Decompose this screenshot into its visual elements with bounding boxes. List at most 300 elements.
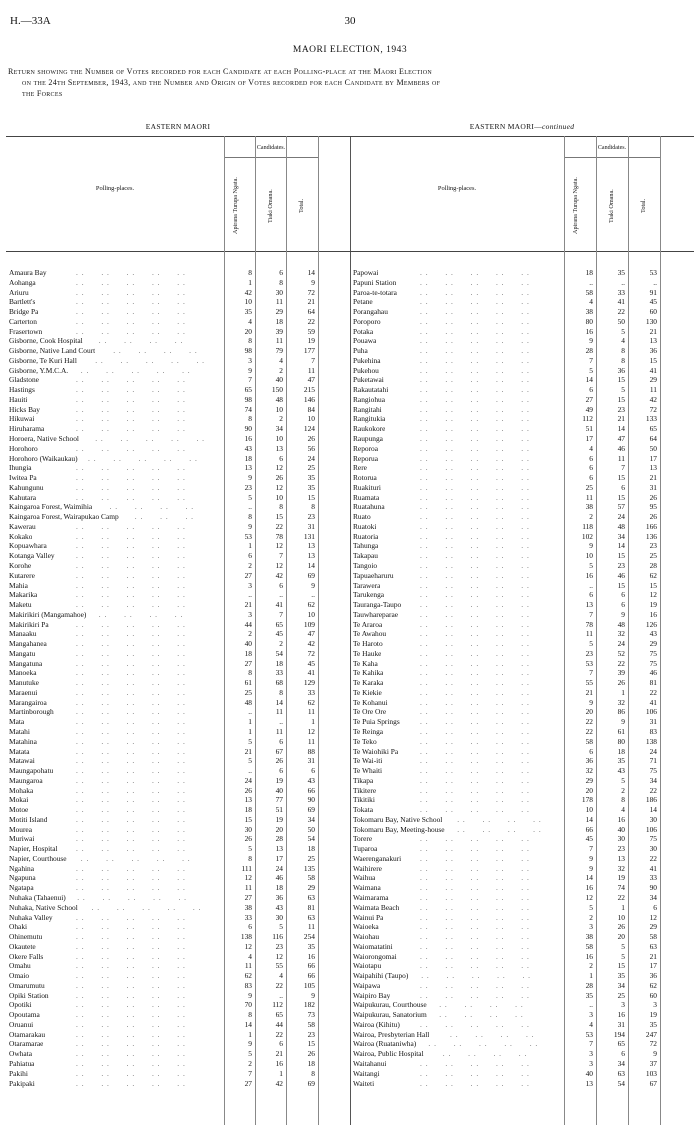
candidate-1-votes: 30 [244,824,252,834]
table-row [350,454,694,464]
total-votes: 22 [649,785,657,795]
leader-dots: . . . . . . . . . . [91,902,202,912]
candidate-1-votes: 1 [248,541,252,551]
total-votes: 60 [649,990,657,1000]
candidate-2-votes: 19 [275,814,283,824]
polling-place-name: Kaingaroa Forest, Waimihia [9,502,93,512]
candidate-2-votes: 15 [275,512,283,522]
leader-dots: . . . . . . . . . . [76,775,186,785]
left-panel-title-text: EASTERN MAORI [145,122,211,131]
candidate-1-votes: 7 [248,1068,252,1078]
left-panel-title [6,122,350,131]
polling-place-name: Mohaka [9,785,34,795]
candidate-1-votes: 27 [244,1078,252,1088]
table-row [350,756,694,766]
table-row [6,483,350,493]
leader-dots: . . . . . . . . . . [420,805,530,815]
leader-dots: . . . . . . . . . . [420,268,530,277]
table-row [6,795,350,805]
total-votes: 29 [649,922,657,932]
candidate-2-votes: 16 [275,1059,283,1069]
candidate-2-votes: 15 [617,473,625,483]
candidate-1-votes: 13 [585,1078,593,1088]
leader-dots: . . . . . . . . . . [76,941,186,951]
candidate-1-votes: 7 [589,609,593,619]
leader-dots: . . . . . . . . . . [76,424,186,434]
candidate-1-votes: 24 [244,775,252,785]
table-row [350,473,694,483]
total-votes: 24 [307,453,315,463]
table-row [6,1069,350,1079]
candidate-2-votes: 44 [275,1019,283,1029]
total-votes: 47 [307,375,315,385]
candidate-1-votes: 22 [585,726,593,736]
candidate-1-votes: 38 [585,307,593,317]
total-votes: 66 [307,971,315,981]
polling-place-name: Mangahanea [9,639,47,649]
candidate-1-votes: 20 [585,707,593,717]
table-row [350,405,694,415]
leader-dots: . . . . . . . . . . [420,492,530,502]
candidate-2-votes: 41 [275,600,283,610]
candidate-1-votes: 8 [248,668,252,678]
candidate-2-votes: 65 [617,1039,625,1049]
polling-place-name: Tauranga-Taupo [353,600,402,610]
candidate-1-votes: 178 [581,795,593,805]
polling-place-name: Hicks Bay [9,404,40,414]
candidate-1-votes: 38 [585,932,593,942]
table-row [350,971,694,981]
leader-dots: . . . . . . . . . . [420,336,530,346]
leader-dots: . . . . . . . . . . [420,746,530,756]
table-row [350,766,694,776]
candidate-1-votes: 43 [244,443,252,453]
candidate-1-votes: 49 [585,404,593,414]
polling-place-name: Mangatu [9,648,36,658]
candidate-2-votes: 15 [617,492,625,502]
leader-dots: . . . . . . . . . . [76,414,186,424]
table-row [350,668,694,678]
candidate-2-votes: 39 [275,326,283,336]
candidate-2-votes: 52 [617,648,625,658]
table-subtitle [8,66,692,99]
leader-dots: . . . . . . . . . . [76,482,186,492]
table-row [350,913,694,923]
candidate-2-votes: 12 [275,463,283,473]
total-votes: 50 [649,443,657,453]
candidate-1-votes: 20 [585,785,593,795]
candidate-2-votes: 18 [617,746,625,756]
total-votes: 13 [649,336,657,346]
candidate-1-votes: 12 [585,893,593,902]
total-votes: 23 [307,1029,315,1039]
candidate-1-votes: 74 [244,404,252,414]
candidate-1-votes: 4 [248,951,252,961]
polling-place-name: Amaura Bay [9,268,47,277]
total-votes: 56 [307,443,315,453]
table-row [350,844,694,854]
candidate-2-votes: 2 [279,365,283,375]
polling-place-name: Mokai [9,795,29,805]
total-votes: 72 [649,404,657,414]
candidate-2-votes: 48 [617,521,625,531]
total-votes: 36 [649,346,657,356]
candidate-1-votes: 13 [585,600,593,610]
total-votes: 59 [307,326,315,336]
polling-place-name: Carterton [9,316,37,326]
candidate-1-votes: 44 [244,619,252,629]
candidate-2-votes: 74 [617,883,625,893]
polling-place-name: Raukokore [353,424,386,434]
polling-place-name: Te Whaiti [353,766,383,776]
candidate-1-votes: 12 [244,873,252,883]
leader-dots: . . . . . . . . . . [420,277,530,287]
leader-dots: . . . . . . . . . . [76,629,186,639]
candidate-1-votes: 9 [248,990,252,1000]
candidate-2-votes: 5 [621,385,625,395]
candidate-1-votes: 83 [244,980,252,990]
table-row [6,463,350,473]
candidate-2-votes: 57 [617,502,625,512]
leader-dots: . . . . . . . . [98,336,184,346]
table-row [350,512,694,522]
total-votes: 25 [307,463,315,473]
leader-dots: . . . . . . . . . . [76,443,186,453]
leader-dots: . . . . . . . . . . [76,785,186,795]
candidate-1-votes: 25 [244,687,252,697]
candidate-1-votes: 53 [585,1029,593,1039]
leader-dots: . . . . . . . . . . [76,873,186,883]
table-row [6,522,350,532]
table-row [350,678,694,688]
candidate-1-votes: .. [589,1000,593,1010]
candidate-1-votes: 3 [589,1059,593,1069]
polling-place-name: Okere Falls [9,951,44,961]
leader-dots: . . . . . . . . . . [76,1019,186,1029]
polling-place-name: Ariuru [9,287,29,297]
polling-place-name: Okautete [9,941,36,951]
table-row [350,375,694,385]
candidate-2-votes: 2 [621,785,625,795]
candidate-1-votes: 1 [248,1029,252,1039]
candidate-1-votes: 38 [244,902,252,912]
polling-place-name: Bridge Pa [9,307,39,317]
candidate-2-votes: 19 [617,873,625,883]
candidate-1-votes: 36 [585,756,593,766]
candidate-2-votes: 24 [617,639,625,649]
candidate-1-votes: 28 [585,980,593,990]
table-row [350,1069,694,1079]
total-votes: 21 [307,297,315,307]
candidate-1-votes: 11 [585,629,593,639]
candidate-1-votes: 8 [248,336,252,346]
right-panel-title-text: EASTERN MAORI— [469,122,543,131]
table-row [350,825,694,835]
table-row [6,688,350,698]
candidate-2-votes: 2 [279,639,283,649]
polling-place-name: Tikitere [353,785,377,795]
candidate-2-votes: 68 [275,678,283,688]
candidate-1-votes: 40 [585,1068,593,1078]
leader-dots: . . . . . . . . . . [76,375,186,385]
candidate-2-votes: 54 [275,648,283,658]
table-row [6,288,350,298]
leader-dots: . . . . . . . . . . [95,355,206,365]
table-row [6,551,350,561]
table-row [6,385,350,395]
candidate-2-votes: 34 [617,980,625,990]
table-row [350,1059,694,1069]
total-votes: 26 [307,1049,315,1059]
candidate-2-votes: 34 [617,1059,625,1069]
left-table-panel [6,112,350,1125]
total-votes: 136 [645,531,657,541]
table-row [350,952,694,962]
candidate-1-votes: 4 [589,443,593,453]
polling-place-name: Iwitea Pa [9,473,37,483]
candidate-1-votes: 9 [248,1039,252,1049]
candidate-1-votes: 9 [589,697,593,707]
candidate-2-votes: 26 [617,922,625,932]
candidate-1-votes: 7 [248,375,252,385]
table-row [6,1079,350,1089]
total-votes: 19 [307,336,315,346]
total-votes: 91 [649,287,657,297]
table-row [6,600,350,610]
table-row [350,502,694,512]
table-row [350,903,694,913]
candidate-2-votes: 46 [617,443,625,453]
leader-dots: . . . . . . . . . . [76,463,186,473]
right-panel-title [350,122,694,131]
total-votes: 6 [653,902,657,912]
leader-dots: . . . . . . . . . . [76,912,186,922]
table-row [350,717,694,727]
leader-dots: . . . . . . . . . . [76,570,186,580]
candidate-1-votes: 23 [244,482,252,492]
leader-dots: . . . . . . . . . . [76,492,186,502]
table-row [6,1039,350,1049]
total-votes: 9 [653,1049,657,1059]
total-votes: 62 [649,980,657,990]
polling-place-name: Raupunga [353,434,383,444]
leader-dots: . . . . . . . . . . [420,883,530,893]
leader-dots: . . . . . . . . . . [420,922,530,932]
candidate-2-votes: 1 [621,687,625,697]
total-votes: 29 [649,639,657,649]
candidate-1-votes: 14 [585,873,593,883]
total-votes: 34 [307,814,315,824]
leader-dots: . . . . . . . . . . [80,365,191,375]
table-row [350,834,694,844]
table-row [6,717,350,727]
candidate-1-votes: 45 [585,834,593,844]
candidate-2-votes: 30 [275,912,283,922]
leader-dots: . . . . . . . . . . [76,277,186,287]
polling-place-name: Marangairoa [9,697,47,707]
leader-dots: . . . . . . . . . . [80,853,191,863]
candidate-1-votes: 8 [248,414,252,424]
candidate-1-votes: .. [248,707,252,717]
candidate-2-votes: 24 [617,512,625,522]
leader-dots: . . . . . . . . . . [76,404,186,414]
leader-dots: . . . . . . . . . . [420,1068,530,1078]
candidate-2-votes: 11 [275,726,283,736]
candidate-1-votes: 5 [589,365,593,375]
candidate-1-votes: 5 [589,639,593,649]
polling-place-name: Gisborne, Y.M.C.A. [9,365,69,375]
left-header-total: Total. [298,198,305,214]
candidate-1-votes: 27 [244,570,252,580]
polling-place-name: Opiki Station [9,990,49,1000]
candidate-1-votes: 35 [585,990,593,1000]
polling-place-name: Kopuawhara [9,541,47,551]
candidate-1-votes: 48 [244,697,252,707]
candidate-2-votes: 13 [275,443,283,453]
candidate-2-votes: 46 [617,570,625,580]
total-votes: 81 [307,902,315,912]
polling-place-name: Te Waiohiki Pa [353,746,399,756]
candidate-2-votes: 19 [275,775,283,785]
leader-dots: . . . . . . . . . . [420,853,530,863]
table-row [6,454,350,464]
leader-dots: . . . . . . . . . . [420,834,530,844]
candidate-2-votes: 5 [621,326,625,336]
polling-place-name: Wairoa (Kihitu) [353,1019,400,1029]
candidate-2-votes: 16 [617,814,625,824]
table-row [6,356,350,366]
candidate-1-votes: 17 [585,434,593,444]
leader-dots: . . . . . . . . . . [420,541,530,551]
candidate-1-votes: 18 [244,648,252,658]
polling-place-name: Muriwai [9,834,35,844]
leader-dots: . . . . . . . . . . [420,443,530,453]
table-row [350,629,694,639]
polling-place-name: Petane [353,297,373,307]
candidate-1-votes: 1 [589,971,593,981]
candidate-2-votes: 32 [617,629,625,639]
polling-place-name: Ruamata [353,492,380,502]
candidate-1-votes: 3 [589,1010,593,1020]
leader-dots: . . . . . . . . . . [76,824,186,834]
total-votes: .. [653,277,657,287]
total-votes: 42 [307,639,315,649]
candidate-2-votes: 4 [621,336,625,346]
total-votes: 22 [307,316,315,326]
leader-dots: . . . . . . . . . . [420,551,530,561]
polling-place-name: Matata [9,746,30,756]
table-row [350,424,694,434]
polling-place-name: Ngapuna [9,873,36,883]
table-row [350,590,694,600]
leader-dots: . . . . . . . . . . [76,707,186,717]
total-votes: 75 [649,648,657,658]
table-row [6,873,350,883]
total-votes: 34 [649,775,657,785]
polling-place-name: Mahia [9,580,28,590]
table-row [6,434,350,444]
polling-place-name: Kawerau [9,521,36,531]
total-votes: 72 [649,1039,657,1049]
candidate-1-votes: 26 [244,785,252,795]
candidate-2-votes: 23 [617,404,625,414]
table-row [350,932,694,942]
total-votes: 12 [307,726,315,736]
polling-place-name: Omarumutu [9,980,45,990]
candidate-2-votes: 11 [617,453,625,463]
leader-dots: . . . . . . . . . . [76,1010,186,1020]
leader-dots: . . . . . . . . . . [420,736,530,746]
candidate-1-votes: 2 [248,560,252,570]
polling-place-name: Waimana [353,883,381,893]
polling-place-name: Reporua [353,453,379,463]
polling-place-name: Bartlett's [9,297,36,307]
candidate-1-votes: 6 [589,463,593,473]
candidate-2-votes: 45 [275,629,283,639]
table-row [350,1020,694,1030]
leader-dots: . . . . . . . . . . [420,1019,530,1029]
candidate-2-votes: 31 [617,1019,625,1029]
table-row [350,1010,694,1020]
table-row [6,581,350,591]
leader-dots: . . . . . . . . . . [420,404,530,414]
polling-place-name: Mangatuna [9,658,43,668]
leader-dots: . . . . . . . . [98,609,184,619]
candidate-1-votes: 5 [248,736,252,746]
table-row [350,561,694,571]
candidate-1-votes: 118 [582,521,593,531]
total-votes: 28 [649,560,657,570]
table-row [350,1000,694,1010]
polling-place-name: Potaka [353,326,374,336]
polling-place-name: Tikitiki [353,795,375,805]
candidate-1-votes: 40 [244,639,252,649]
total-votes: 16 [649,609,657,619]
total-votes: 30 [649,814,657,824]
total-votes: 166 [645,521,657,531]
candidate-1-votes: 3 [589,922,593,932]
total-votes: 10 [307,609,315,619]
total-votes: 177 [303,346,315,356]
total-votes: 69 [307,1078,315,1088]
leader-dots: . . . . . . . . . . [420,629,530,639]
polling-place-name: Reporoa [353,443,379,453]
leader-dots: . . . . . . . . . . [76,980,186,990]
table-row [6,532,350,542]
total-votes: 13 [307,541,315,551]
candidate-2-votes: 6 [621,600,625,610]
table-row [350,883,694,893]
candidate-2-votes: 8 [279,687,283,697]
total-votes: 64 [649,434,657,444]
polling-place-name: Paroa-te-totara [353,287,397,297]
total-votes: 13 [649,463,657,473]
candidate-2-votes: 11 [275,707,283,717]
leader-dots: . . . . . . . . . . [76,756,186,766]
total-votes: 11 [307,922,315,932]
polling-place-name: Te Kahika [353,668,384,678]
candidate-1-votes: 13 [244,795,252,805]
total-votes: 66 [307,961,315,971]
candidate-1-votes: 53 [585,658,593,668]
table-row [350,649,694,659]
total-votes: 66 [307,785,315,795]
total-votes: 43 [307,775,315,785]
leader-dots: . . . . . . . . . . [76,580,186,590]
candidate-1-votes: 61 [244,678,252,688]
right-header-candidates: Candidates. [597,145,627,151]
leader-dots: . . . . . . . . . . [76,814,186,824]
